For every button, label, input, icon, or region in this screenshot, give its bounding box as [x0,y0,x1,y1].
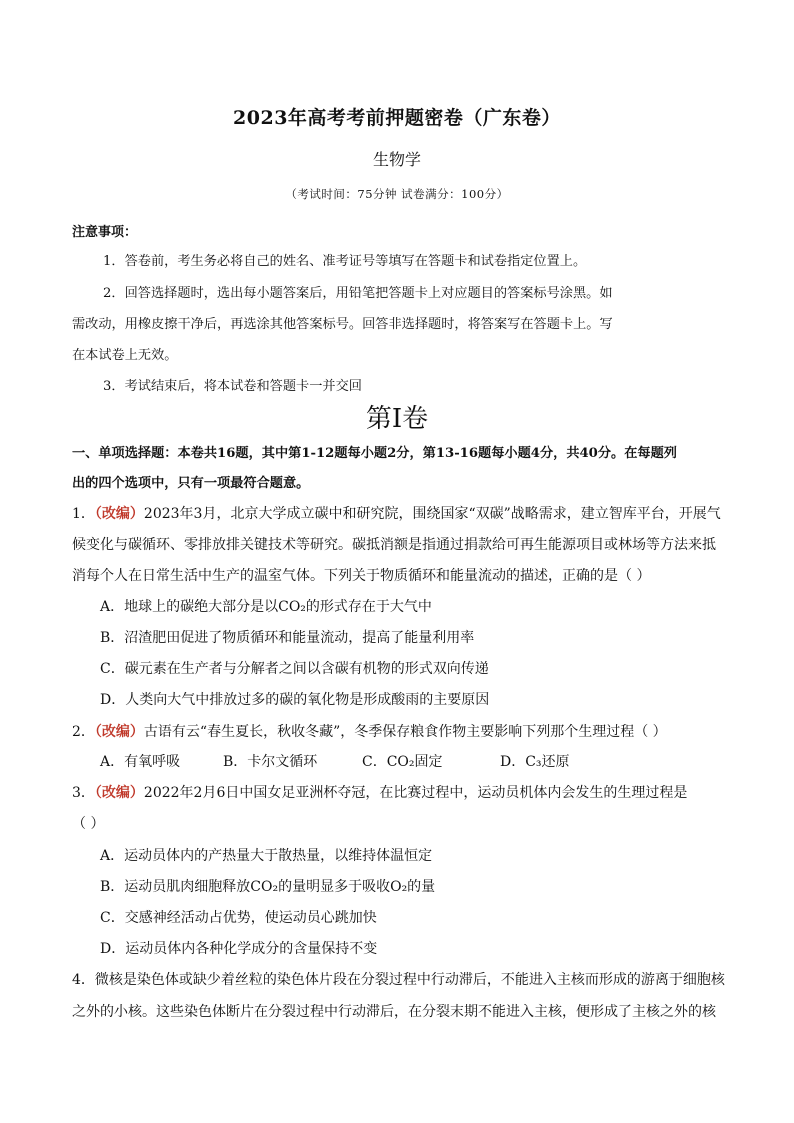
question-1-line-1 [72,503,721,523]
exam-time-info: （考试时间：75分钟 试卷满分：100分） [285,187,509,201]
question-text: 2022年2月6日中国女足亚洲杯夺冠，在比赛过程中，运动员机体内会发生的生理过程是 [143,785,688,801]
question-3-option-b: B．运动员肌肉细胞释放CO₂的量明显多于吸收O₂的量 [100,879,436,895]
note-2-line-2: 需改动，用橡皮擦干净后，再选涂其他答案标号。回答非选择题时，将答案写在答题卡上。写 [72,317,613,332]
note-3: 3．考试结束后，将本试卷和答题卡一并交回 [103,379,362,394]
notes-heading: 注意事项： [72,225,138,240]
adapted-tag: （改编） [94,506,144,522]
note-2-line-3: 在本试卷上无效。 [72,348,178,363]
subject-title: 生物学 [372,150,421,169]
question-3-option-d: D．运动员体内各种化学成分的含量保持不变 [100,941,378,957]
question-3-line-2: （ ） [72,816,105,832]
question-2-option-c: C．CO₂固定 [362,754,443,770]
question-1-option-d: D．人类向大气中排放过多的碳的氧化物是形成酸雨的主要原因 [100,692,490,708]
question-4-line-2: 之外的小核。这些染色体断片在分裂过程中行动滞后，在分裂末期不能进入主核，便形成了主核之外的核 [72,1004,716,1020]
section-intro-line-2: 出的四个选项中，只有一项最符合题意。 [72,476,310,491]
question-4-line-1: 4．微核是染色体或缺少着丝粒的染色体片段在分裂过程中行动滞后，不能进入主核而形成的游离于细胞核 [72,972,725,988]
question-2-option-b: B．卡尔文循环 [223,754,318,770]
note-2-line-1: 2．回答选择题时，选出每小题答案后，用铅笔把答题卡上对应题目的答案标号涂黑。如 [103,286,613,301]
question-3-option-a: A．运动员体内的产热量大于散热量，以维持体温恒定 [100,848,433,864]
adapted-tag: （改编） [94,785,144,801]
question-number: 1． [72,506,95,522]
question-1-line-3: 消每个人在日常生活中生产的温室气体。下列关于物质循环和能量流动的描述，正确的是（ ） [72,568,651,584]
section-intro-line-1: 一、单项选择题：本卷共16题，其中第1-12题每小题2分，第13-16题每小题4分，共40分。在每题列 [72,446,677,461]
question-2-option-d: D．C₃还原 [500,754,570,770]
question-text: 古语有云“春生夏长，秋收冬藏”，冬季保存粮食作物主要影响下列那个生理过程（ ） [143,724,667,740]
question-3-option-c: C．交感神经活动占优势，使运动员心跳加快 [100,910,377,926]
adapted-tag: （改编） [94,724,144,740]
question-1-option-c: C．碳元素在生产者与分解者之间以含碳有机物的形式双向传递 [100,661,489,677]
question-1-option-b: B．沼渣肥田促进了物质循环和能量流动，提高了能量利用率 [100,630,475,646]
question-2-line-1 [72,721,667,741]
question-1-line-2: 候变化与碳循环、零排放排关键技术等研究。碳抵消额是指通过捐款给可再生能源项目或林场等方法来抵 [72,537,716,553]
question-2-option-a: A．有氧呼吸 [100,754,181,770]
note-1: 1．答卷前，考生务必将自己的姓名、准考证号等填写在答题卡和试卷指定位置上。 [103,254,587,269]
question-3-line-1 [72,782,687,802]
question-number: 2． [72,724,95,740]
section-title: 第Ⅰ卷 [365,404,429,434]
question-text: 2023年3月，北京大学成立碳中和研究院，围绕国家“双碳”战略需求，建立智库平台，开展气 [143,506,721,522]
question-1-option-a: A．地球上的碳绝大部分是以CO₂的形式存在于大气中 [100,599,432,615]
question-number: 3． [72,785,95,801]
exam-title: 2023年高考考前押题密卷（广东卷） [233,107,561,129]
